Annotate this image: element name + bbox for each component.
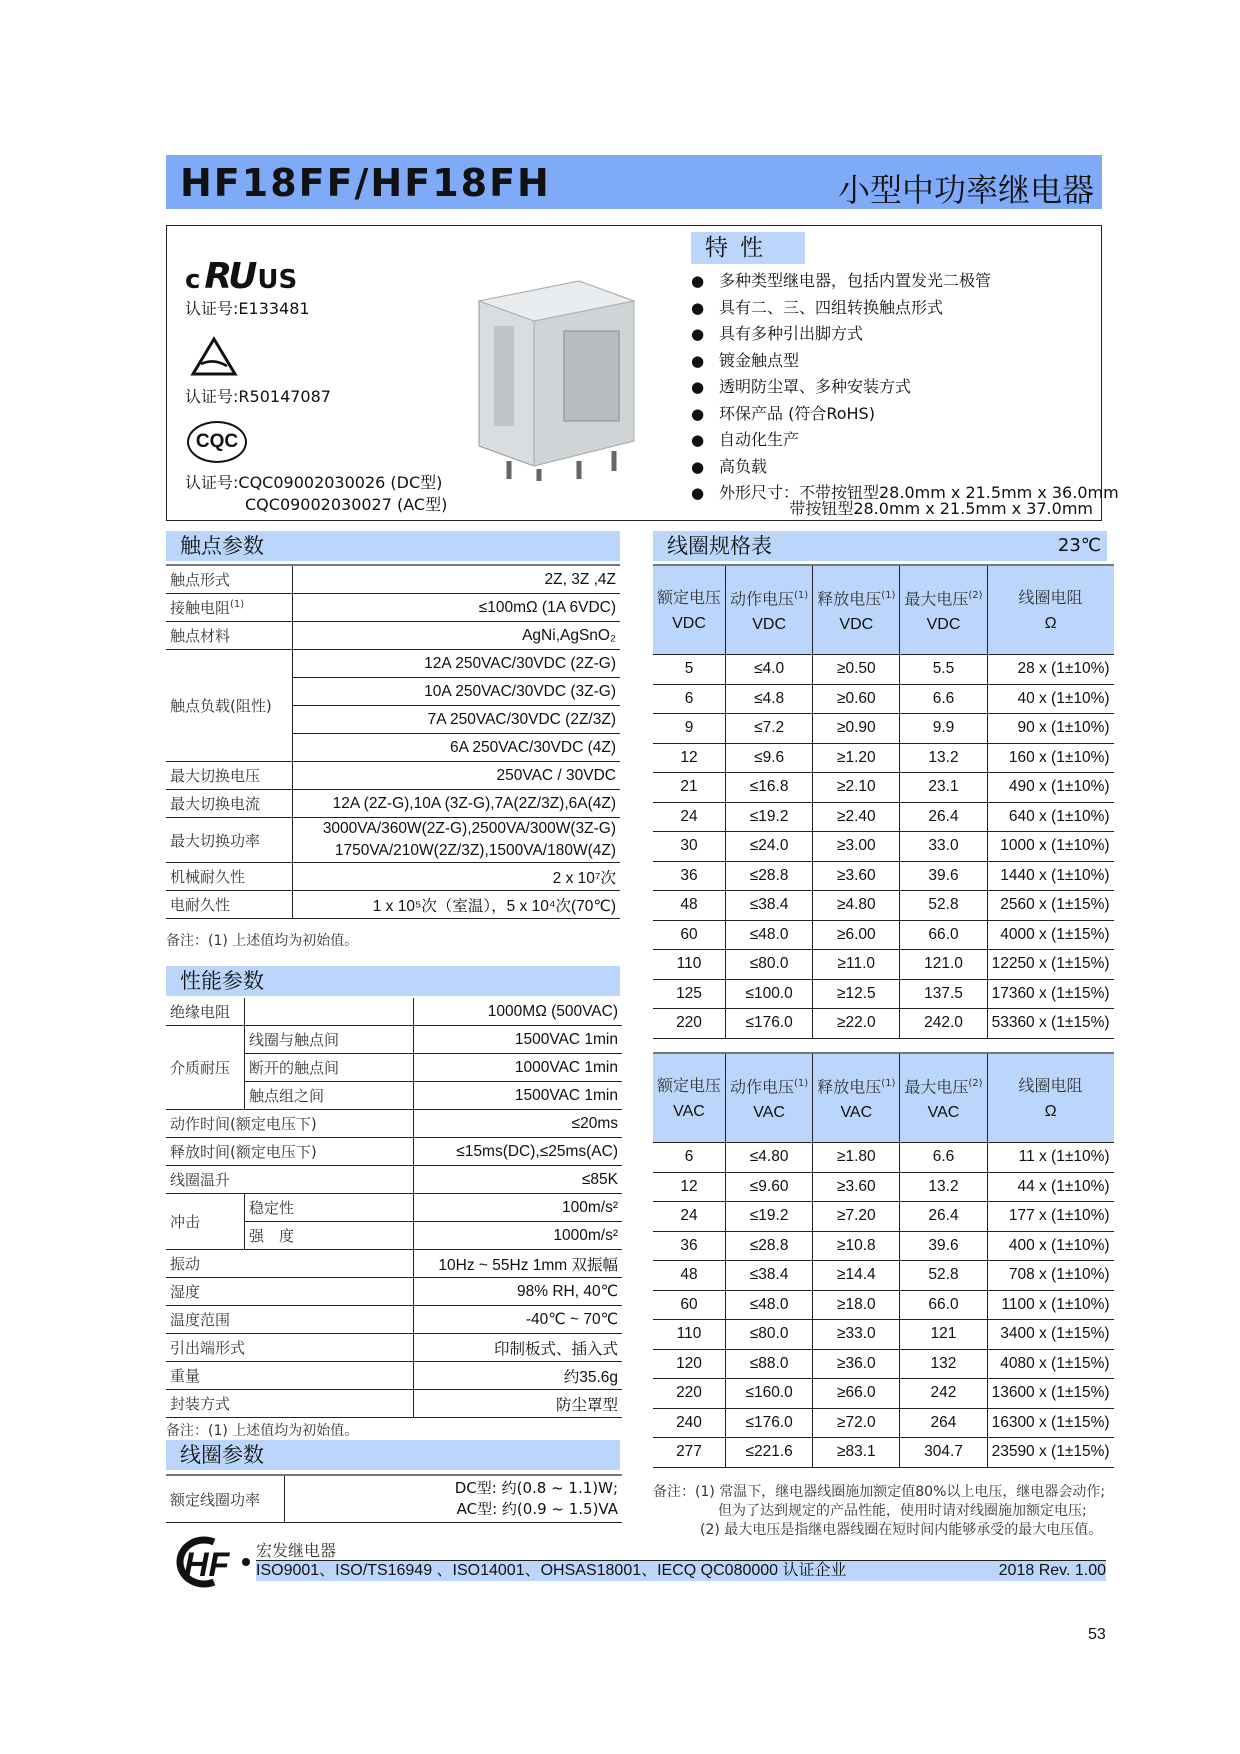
feature-item: ● 具有多种引出脚方式 [691, 321, 1091, 348]
table-row: 湿度 98% RH, 40℃ [166, 1278, 622, 1306]
table-row: 7A 250VAC/30VDC (2Z/3Z) [166, 706, 620, 734]
table-row: 断开的触点间 1000VAC 1min [166, 1054, 622, 1082]
features-list [691, 268, 1119, 507]
table-row: 动作时间(额定电压下) ≤20ms [166, 1110, 622, 1138]
table-row: 110 ≤80.0 ≥11.0 121.0 12250 x (1±15%) [653, 950, 1114, 980]
table-row: 9 ≤7.2 ≥0.90 9.9 90 x (1±10%) [653, 714, 1114, 744]
ul-cert: 认证号:E133481 [185, 299, 310, 318]
cqc-logo-icon: CQC [187, 421, 247, 463]
contact-note: 备注：(1) 上述值均为初始值。 [166, 933, 359, 949]
table-row: 重量 约35.6g [166, 1362, 622, 1390]
tuv-cert: 认证号:R50147087 [185, 387, 331, 406]
table-row: 220 ≤176.0 ≥22.0 242.0 53360 x (1±15%) [653, 1009, 1114, 1039]
svg-text:HF: HF [184, 1546, 230, 1584]
cqc-cert: 认证号:CQC09002030026 (DC型) [185, 473, 443, 492]
table-row: 最大切换功率 3000VA/360W(2Z-G),2500VA/300W(3Z-G) 1750VA/210W(2Z/3Z),1500VA/180W(4Z) [166, 818, 620, 863]
table-row: 5 ≤4.0 ≥0.50 5.5 28 x (1±10%) [653, 655, 1114, 685]
table-row: 介质耐压 线圈与触点间 1500VAC 1min [166, 1026, 622, 1054]
footer-cert-bar [256, 1560, 1106, 1581]
feature-dimension-line2: 带按钮型28.0mm x 21.5mm x 37.0mm [789, 499, 1093, 518]
temperature-label: 23℃ [1057, 535, 1101, 556]
table-row: 封装方式 防尘罩型 [166, 1390, 622, 1418]
table-row: 额定线圈功率 DC型: 约(0.8 ~ 1.1)W; AC型: 约(0.9 ~ 1.5)VA [166, 1475, 622, 1523]
table-row: 强 度 1000m/s² [166, 1222, 622, 1250]
company-name: 宏发继电器 [256, 1541, 337, 1560]
coil-table-heading: 线圈规格表 23℃ [653, 531, 1107, 561]
coil-params-section-heading: 线圈参数 [166, 1440, 620, 1470]
table-row: 60 ≤48.0 ≥18.0 66.0 1100 x (1±10%) [653, 1290, 1114, 1320]
performance-note: 备注：(1) 上述值均为初始值。 [166, 1423, 359, 1439]
product-category: 小型中功率继电器 [837, 171, 1094, 209]
table-row: 触点组之间 1500VAC 1min [166, 1082, 622, 1110]
table-row: 6A 250VAC/30VDC (4Z) [166, 734, 620, 762]
table-row: 触点负载(阻性) 12A 250VAC/30VDC (2Z-G) [166, 650, 620, 678]
performance-table [166, 998, 622, 1418]
table-row: 接触电阻$^{(1)}$ ≤100mΩ (1A 6VDC) [166, 594, 620, 622]
dc-coil-table: 额定电压 VDC 动作电压$^{(1)}$ VDC 释放电压$^{(1)}$ VDC 最大电压$^{(2)}$ VDC 线圈电阻 Ω 5 ≤4.0 ≥0.50 5.5 28 x (1±10%) 6 ≤4.8 ≥0.60 6.6 40 x (1±10%) 9 ≤7.2 ≥0.90 9.9 90 x (1±10%) 12 ≤9.6 ≥1.20 13.2 160 x (1±10%) 21 ≤16.8 ≥2.10 23.1 490 x (1±10%) 24 ≤19.2 ≥2.40 26.4 640 x (1±10%) 30 ≤24.0 ≥3.00 33.0 1000 x (1±10%) 36 ≤28.8 ≥3.60 39.6 1440 x (1±10%) 48 ≤38.4 ≥4.80 52.8 2560 x (1±15%) 60 ≤48.0 ≥6.00 66.0 4000 x (1±15%) 110 ≤80.0 ≥11.0 121.0 12250 x (1±15%) 125 ≤100.0 ≥12.5 137.5 17360 x (1±15%) 220 ≤176.0 ≥22.0 242.0 53360 x (1±15%) [653, 564, 1114, 1039]
table-row: 220 ≤160.0 ≥66.0 242 13600 x (1±15%) [653, 1379, 1114, 1409]
table-row: 冲击 稳定性 100m/s² [166, 1194, 622, 1222]
feature-item: ● 具有二、三、四组转换触点形式 [691, 295, 1091, 322]
relay-product-image [469, 271, 639, 481]
table-row: 机械耐久性 2 x 10⁷次 [166, 863, 620, 891]
table-row: 触点形式 2Z, 3Z ,4Z [166, 565, 620, 594]
table-row: 温度范围 -40℃ ~ 70℃ [166, 1306, 622, 1334]
table-row: 36 ≤28.8 ≥10.8 39.6 400 x (1±10%) [653, 1231, 1114, 1261]
ac-coil-table: 额定电压 VAC 动作电压$^{(1)}$ VAC 释放电压$^{(1)}$ VAC 最大电压$^{(2)}$ VAC 线圈电阻 Ω 6 ≤4.80 ≥1.80 6.6 11 x (1±10%) 12 ≤9.60 ≥3.60 13.2 44 x (1±10%) 24 ≤19.2 ≥7.20 26.4 177 x (1±10%) 36 ≤28.8 ≥10.8 39.6 400 x (1±10%) 48 ≤38.4 ≥14.4 52.8 708 x (1±10%) 60 ≤48.0 ≥18.0 66.0 1100 x (1±10%) 110 ≤80.0 ≥33.0 121 3400 x (1±15%) 120 ≤88.0 ≥36.0 132 4080 x (1±15%) 220 ≤160.0 ≥66.0 242 13600 x (1±15%) 240 ≤176.0 ≥72.0 264 16300 x (1±15%) 277 ≤221.6 ≥83.1 304.7 23590 x (1±15%) [653, 1052, 1114, 1468]
footer-certs: ISO9001、ISO/TS16949 、ISO14001、OHSAS18001、IECQ QC080000 认证企业 [256, 1562, 847, 1579]
feature-item: ● 镀金触点型 [691, 348, 1091, 375]
table-row: 24 ≤19.2 ≥7.20 26.4 177 x (1±10%) [653, 1202, 1114, 1232]
title-bar [166, 155, 1102, 209]
table-row: 12 ≤9.6 ≥1.20 13.2 160 x (1±10%) [653, 743, 1114, 773]
feature-item: ● 多种类型继电器，包括内置发光二极管 [691, 268, 1091, 295]
cqc-cert-ac: CQC09002030027 (AC型) [245, 495, 448, 514]
table-row: 36 ≤28.8 ≥3.60 39.6 1440 x (1±10%) [653, 861, 1114, 891]
coil-note-2: (2) 最大电压是指继电器线圈在短时间内能够承受的最大电压值。 [700, 1522, 1103, 1538]
cul-us-logo-icon: c RU US [185, 256, 298, 297]
table-row: 48 ≤38.4 ≥14.4 52.8 708 x (1±10%) [653, 1261, 1114, 1291]
table-row: 最大切换电流 12A (2Z-G),10A (3Z-G),7A(2Z/3Z),6A(4Z) [166, 790, 620, 818]
table-row: 48 ≤38.4 ≥4.80 52.8 2560 x (1±15%) [653, 891, 1114, 921]
coil-note-1: 备注：(1) 常温下，继电器线圈施加额定值80%以上电压，继电器会动作; [653, 1484, 1106, 1500]
table-row: 10A 250VAC/30VDC (3Z-G) [166, 678, 620, 706]
features-heading: 特性 [691, 232, 805, 264]
table-row: 24 ≤19.2 ≥2.40 26.4 640 x (1±10%) [653, 802, 1114, 832]
table-row: 电耐久性 1 x 10⁵次（室温），5 x 10⁴次(70℃) [166, 891, 620, 919]
contact-section-heading: 触点参数 [166, 531, 620, 561]
table-row: 125 ≤100.0 ≥12.5 137.5 17360 x (1±15%) [653, 979, 1114, 1009]
table-row: 线圈温升 ≤85K [166, 1166, 622, 1194]
table-row: 60 ≤48.0 ≥6.00 66.0 4000 x (1±15%) [653, 920, 1114, 950]
table-row: 12 ≤9.60 ≥3.60 13.2 44 x (1±10%) [653, 1172, 1114, 1202]
table-row: 110 ≤80.0 ≥33.0 121 3400 x (1±15%) [653, 1320, 1114, 1350]
table-row: 277 ≤221.6 ≥83.1 304.7 23590 x (1±15%) [653, 1438, 1114, 1468]
tuv-triangle-logo-icon [189, 336, 239, 378]
feature-item: ● 透明防尘罩、多种安装方式 [691, 374, 1091, 401]
feature-item: ● 外形尺寸：不带按钮型28.0mm x 21.5mm x 36.0mm [691, 480, 1091, 507]
table-row: 6 ≤4.8 ≥0.60 6.6 40 x (1±10%) [653, 684, 1114, 714]
table-row: 21 ≤16.8 ≥2.10 23.1 490 x (1±10%) [653, 773, 1114, 803]
feature-item: ● 自动化生产 [691, 427, 1091, 454]
table-row: 最大切换电压 250VAC / 30VDC [166, 762, 620, 790]
table-row: 引出端形式 印制板式、插入式 [166, 1334, 622, 1362]
table-row: 绝缘电阻 1000MΩ (500VAC) [166, 998, 622, 1026]
revision: 2018 Rev. 1.00 [998, 1562, 1106, 1579]
performance-section-heading: 性能参数 [166, 966, 620, 996]
coil-params-table [166, 1474, 622, 1523]
table-row: 释放时间(额定电压下) ≤15ms(DC),≤25ms(AC) [166, 1138, 622, 1166]
feature-item: ● 环保产品 (符合RoHS) [691, 401, 1091, 428]
hongfa-logo-icon [166, 1536, 252, 1588]
feature-item: ● 高负载 [691, 454, 1091, 481]
intro-box [166, 225, 1119, 521]
contact-table [166, 564, 620, 919]
product-model: HF18FF/HF18FH [180, 161, 551, 205]
table-row: 6 ≤4.80 ≥1.80 6.6 11 x (1±10%) [653, 1143, 1114, 1173]
table-row: 120 ≤88.0 ≥36.0 132 4080 x (1±15%) [653, 1349, 1114, 1379]
table-row: 240 ≤176.0 ≥72.0 264 16300 x (1±15%) [653, 1408, 1114, 1438]
table-row: 振动 10Hz ~ 55Hz 1mm 双振幅 [166, 1250, 622, 1278]
coil-note-1b: 但为了达到规定的产品性能，使用时请对线圈施加额定电压; [718, 1503, 1087, 1519]
table-row: 30 ≤24.0 ≥3.00 33.0 1000 x (1±10%) [653, 832, 1114, 862]
table-row: 触点材料 AgNi,AgSnO₂ [166, 622, 620, 650]
page-number: 53 [1088, 1626, 1106, 1643]
